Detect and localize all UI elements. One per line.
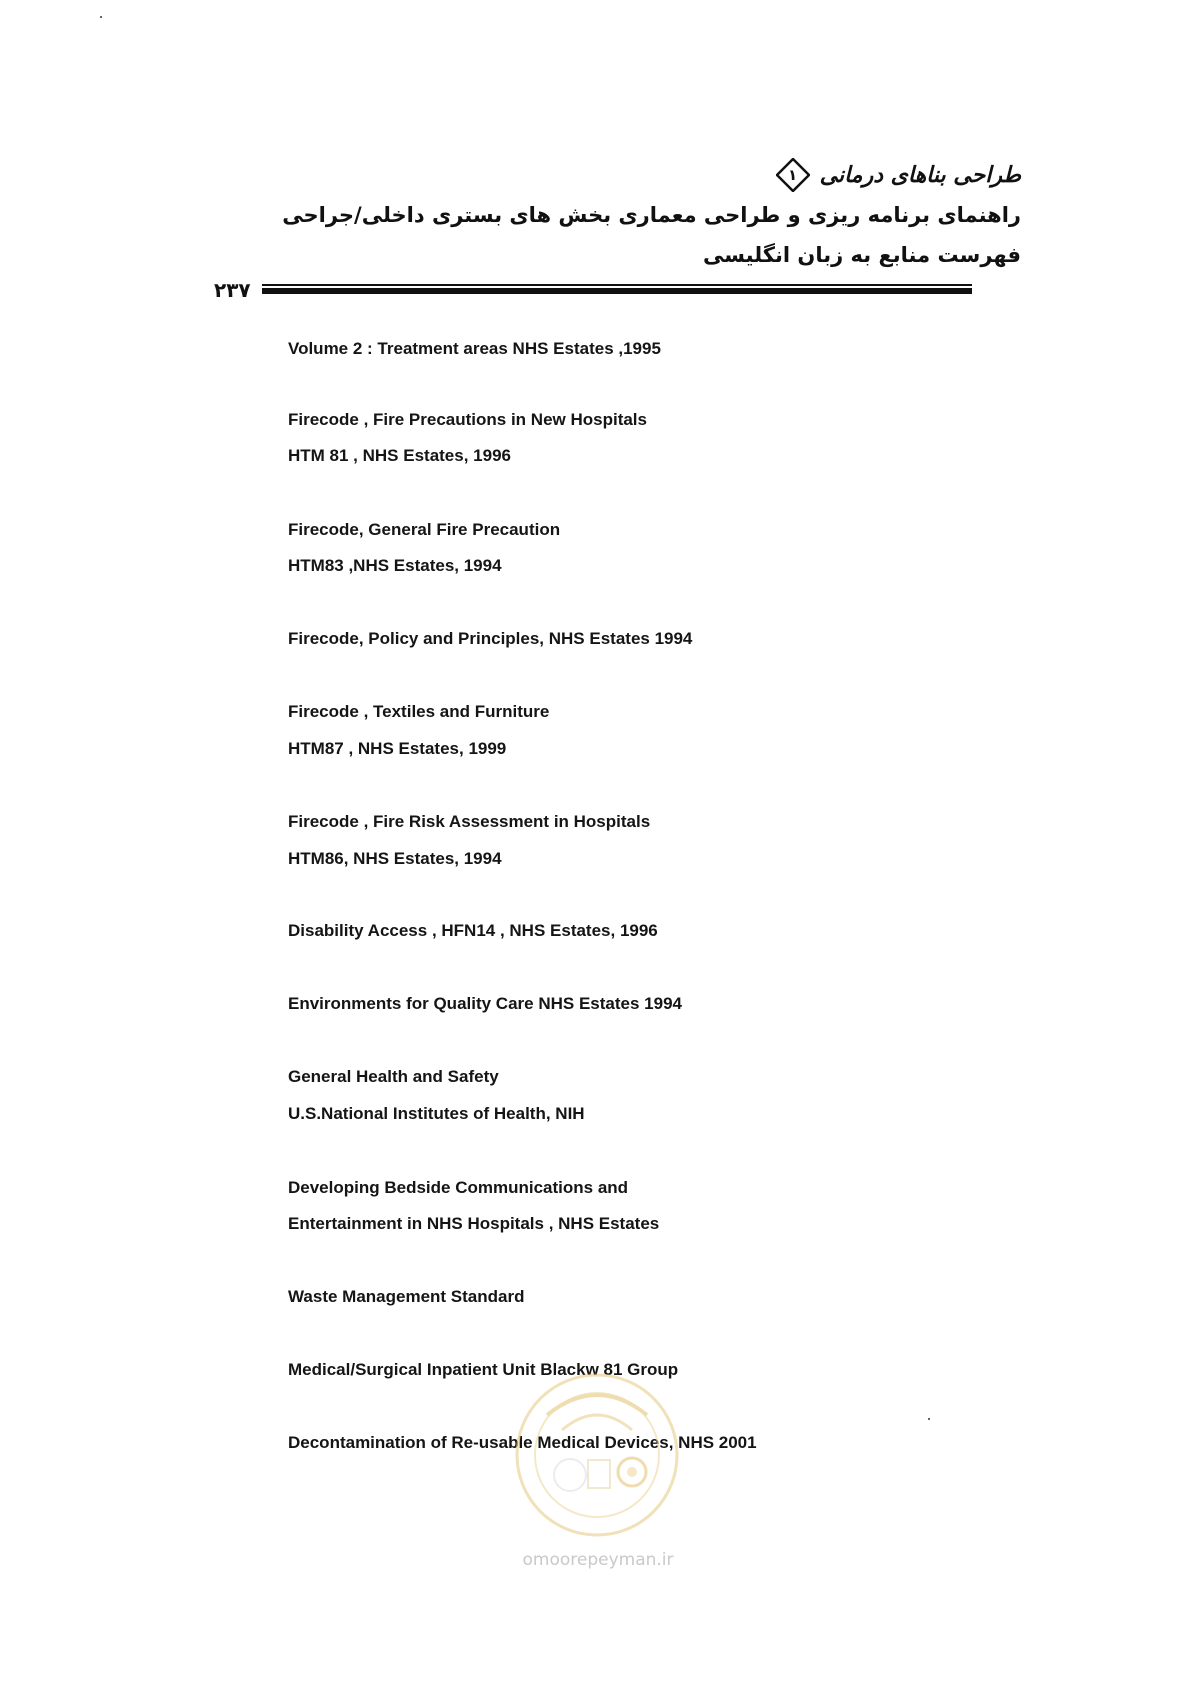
- reference-line: General Health and Safety: [288, 1067, 499, 1086]
- reference-line: U.S.National Institutes of Health, NIH: [288, 1104, 585, 1123]
- reference-line: Firecode , Fire Precautions in New Hospitals: [288, 410, 647, 429]
- guide-title: راهنمای برنامه ریزی و طراحی معماری بخش های بستری داخلی/جراحی: [282, 203, 1021, 227]
- reference-line: HTM87 , NHS Estates, 1999: [288, 739, 507, 758]
- series-number-diamond-icon: [776, 158, 810, 192]
- reference-line: Disability Access , HFN14 , NHS Estates, 1996: [288, 921, 658, 940]
- series-title-text: طراحی بناهای درمانی: [819, 162, 1021, 188]
- reference-line: Waste Management Standard: [288, 1287, 525, 1306]
- watermark-logo-icon: [492, 1360, 702, 1540]
- page-number: ۲۳۷: [214, 278, 251, 302]
- reference-line: Environments for Quality Care NHS Estates 1994: [288, 994, 682, 1013]
- header-rule: [262, 284, 972, 295]
- reference-line: HTM 81 , NHS Estates, 1996: [288, 446, 511, 465]
- watermark-text: omoorepeyman.ir: [522, 1550, 674, 1570]
- reference-line: Medical/Surgical Inpatient Unit Blackw 81 Group: [288, 1360, 679, 1379]
- scan-speck: [928, 1418, 930, 1420]
- reference-line: Volume 2 : Treatment areas NHS Estates ,1995: [288, 339, 661, 358]
- reference-line: Firecode , Fire Risk Assessment in Hospitals: [288, 812, 651, 831]
- series-number: ۱: [788, 166, 798, 184]
- reference-line: Firecode, Policy and Principles, NHS Estates 1994: [288, 629, 693, 648]
- reference-line: HTM86, NHS Estates, 1994: [288, 849, 502, 868]
- reference-line: Decontamination of Re-usable Medical Devices, NHS 2001: [288, 1433, 757, 1452]
- scan-speck: [100, 16, 102, 18]
- reference-line: Firecode, General Fire Precaution: [288, 520, 561, 539]
- reference-line: HTM83 ,NHS Estates, 1994: [288, 556, 502, 575]
- reference-line: Developing Bedside Communications and: [288, 1178, 629, 1197]
- section-title: فهرست منابع به زبان انگلیسی: [703, 243, 1021, 267]
- reference-line: Entertainment in NHS Hospitals , NHS Estates: [288, 1214, 660, 1233]
- reference-line: Firecode , Textiles and Furniture: [288, 702, 550, 721]
- series-title: [776, 158, 1021, 192]
